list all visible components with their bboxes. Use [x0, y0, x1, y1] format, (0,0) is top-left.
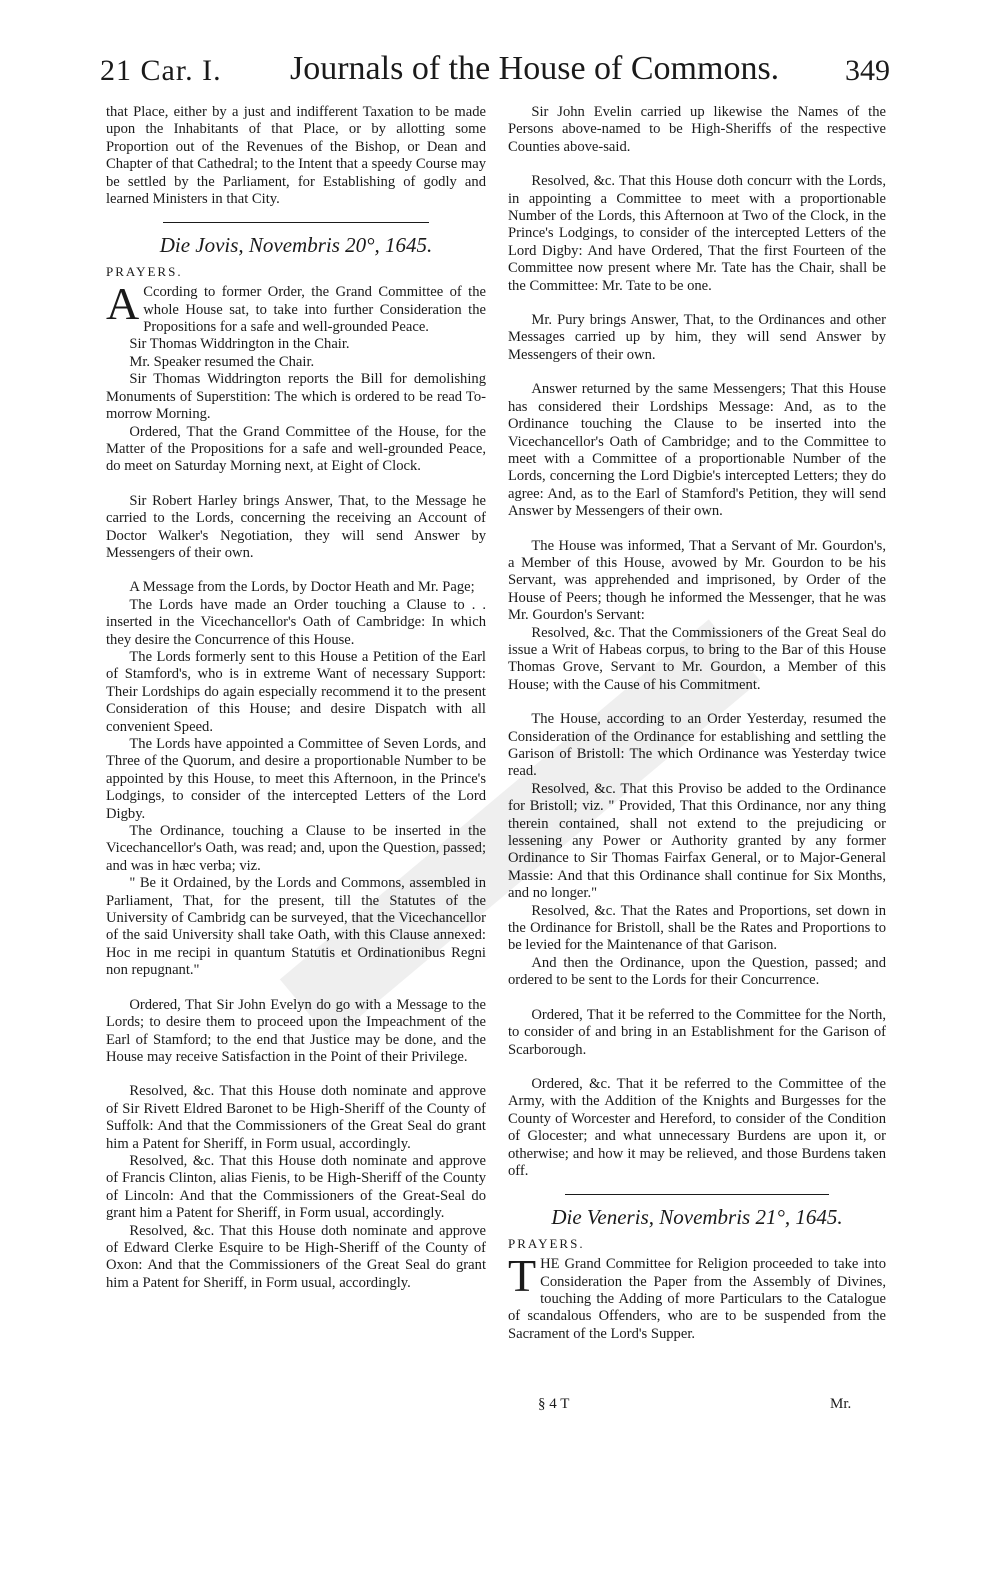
paragraph: Resolved, &c. That this House doth concurr with the Lords, in appointing a Committee to meet with a proportionable Number of the Lords, this Afternoon at Two of the Clock, in the Prince's Lodgings, to consider of the intercepted Letters of the Lord Digby: And have Ordered, That the first Fourteen of the Committee now present where Mr. Tate has the Chair, shall be the Committee: Mr. Tate to be one.	[508, 173, 886, 294]
paragraph: HE Grand Committee for Religion proceeded to take into Consideration the Paper from the Assembly of Divines, touching the Adding of more Particulars to the Catalogue of scandalous Offenders, who are to be suspended from the Sacrament of the Lord's Supper.	[508, 1256, 886, 1342]
paragraph: The House, according to an Order Yesterday, resumed the Consideration of the Ordinance for establishing and settling the Garison of Bristoll: The which Ordinance was Yesterday twice read.	[508, 711, 886, 780]
paragraph: Sir John Evelin carried up likewise the Names of the Persons above-named to be High-Sheriffs of the respective Counties above-said.	[508, 104, 886, 155]
paragraph: Sir Thomas Widdrington in the Chair.	[129, 336, 350, 353]
paragraph: Resolved, &c. That the Commissioners of the Great Seal do issue a Writ of Habeas corpus, to bring to the Bar of this House Thomas Grove, Servant to Mr. Gourdon, a Member of this House; with the Cause of his Commitment.	[508, 624, 886, 693]
paragraph: Resolved, &c. That the Rates and Proportions, set down in the Ordinance for Bristoll, shall be the Rates and Proportions to be levied for the Maintenance of that Garison.	[508, 902, 886, 954]
day-heading: Die Veneris, Novembris 21°, 1645.	[551, 1205, 843, 1230]
journal-title: Journals of the House of Commons.	[290, 50, 780, 87]
paragraph: Resolved, &c. That this House doth nominate and approve of Sir Rivett Eldred Baronet to be High-Sheriff of the County of Suffolk: And that the Commissioners of the Great Seal do grant him a Patent for Sheriff, in Form usual, accordingly.	[106, 1083, 486, 1152]
paragraph: And then the Ordinance, upon the Question, passed; and ordered to be sent to the Lords for their Concurrence.	[508, 954, 886, 989]
drop-cap: A	[106, 278, 140, 330]
opening-paragraph	[106, 278, 486, 336]
paragraph: A Message from the Lords, by Doctor Heath and Mr. Page;	[129, 579, 475, 596]
paragraph: Resolved, &c. That this House doth nominate and approve of Francis Clinton, alias Fienis, to be High-Sheriff of the County of Lincoln: And that the Commissioners of the Great-Seal do grant him a Patent for Sheriff, in Form usual, accordingly.	[106, 1152, 486, 1222]
running-header	[100, 48, 890, 104]
paragraph: Ordered, That the Grand Committee of the House, for the Matter of the Propositions for a safe and well-grounded Peace, do meet on Saturday Morning next, at Eight of Clock.	[106, 423, 486, 475]
prayers-label: PRAYERS.	[106, 263, 183, 279]
prayers-label: PRAYERS.	[508, 1235, 585, 1251]
page-number: 349	[845, 54, 890, 87]
right-column	[508, 104, 886, 1343]
paragraph: Resolved, &c. That this Proviso be added to the Ordinance for Bristoll; viz. " Provided, That this Ordinance, nor any thing therein contained, shall not extend to the prejudicing or lessening any Power or Authority granted by any former Ordinance to Sir Thomas Fairfax General, or to Major-General Massie: And that this Ordinance shall continue for Six Months, and no longer."	[508, 780, 886, 902]
regnal-year: 21 Car. I.	[100, 54, 222, 87]
paragraph: The Lords have appointed a Committee of Seven Lords, and Three of the Quorum, and desire a proportionable Number to be appointed by this House, to meet this Afternoon, in the Prince's Lodgings, to consider of the intercepted Letters of the Lord Digby.	[106, 736, 486, 822]
paragraph: Ccording to former Order, the Grand Committee of the whole House sat, to take into further Consideration the Propositions for a safe and well-grounded Peace.	[143, 284, 486, 336]
paragraph: Ordered, &c. That it be referred to the Committee of the Army, with the Addition of the Knights and Burgesses for the County of Worcester and Hereford, to consider of the Condition of Glocester; and what unnecessary Burdens are upon it, or otherwise; and how it may be relieved, and those Burdens taken off.	[508, 1075, 886, 1179]
opening-paragraph	[508, 1250, 886, 1343]
section-divider	[163, 222, 429, 223]
paragraph: The Ordinance, touching a Clause to be inserted in the Vicechancellor's Oath, was read; and, upon the Question, passed; and was in hæc verba; viz.	[106, 823, 486, 874]
drop-cap: T	[508, 1250, 537, 1302]
paragraph: Mr. Speaker resumed the Chair.	[129, 353, 315, 370]
paragraph: that Place, either by a just and indifferent Taxation to be made upon the Inhabitants of that Place, or by allotting some Proportion out of the Revenues of the Bishop, or Dean and Chapter of that Cathedral; to the Intent that a speedy Course may be settled by the Parliament, for Establishing of godly and learned Ministers in that City.	[106, 104, 486, 208]
catchword: Mr.	[830, 1396, 852, 1412]
paragraph: Mr. Pury brings Answer, That, to the Ordinances and other Messages carried up by him, they will send Answer by Messengers of their own.	[508, 312, 886, 363]
signature-mark: § 4 T	[538, 1396, 570, 1412]
paragraph: Resolved, &c. That this House doth nominate and approve of Edward Clerke Esquire to be High-Sheriff of the County of Oxon: And that the Commissioners of the Great Seal do grant him a Patent for Sheriff, in Form usual, accordingly.	[106, 1222, 486, 1291]
section-divider	[565, 1194, 830, 1195]
day-heading: Die Jovis, Novembris 20°, 1645.	[159, 233, 433, 258]
paragraph: The Lords have made an Order touching a Clause to . . inserted in the Vicechancellor's Oath of Cambridge: In which they desire the Concurrence of this House.	[106, 596, 486, 648]
paragraph: Ordered, That it be referred to the Committee for the North, to consider of and bring in an Establishment for the Garison of Scarborough.	[508, 1006, 886, 1058]
paragraph: The Lords formerly sent to this House a Petition of the Earl of Stamford's, who is in extreme Want of necessary Support: Their Lordships do again especially recommend it to the present Consideration of this House; and desire Dispatch with all convenient Speed.	[106, 648, 486, 735]
paragraph: Sir Robert Harley brings Answer, That, to the Message he carried to the Lords, concerning the receiving an Account of Doctor Walker's Negotiation, they will send Answer by Messengers of their own.	[106, 492, 486, 561]
paragraph: Answer returned by the same Messengers; That this House has considered their Lordships Message: And, as to the Ordinance touching the Clause to be inserted into the Vicechancellor's Oath of Cambridge; and to the Committee to meet with a Committee of a proportionable Number of the Lords, concerning the Lord Digbie's intercepted Letters; they do agree: And, as to the Earl of Stamford's Petition, they will send Answer by Messengers of their own.	[508, 381, 886, 520]
left-column	[106, 104, 486, 1292]
paragraph: The House was informed, That a Servant of Mr. Gourdon's, a Member of this House, avowed by Mr. Gourdon to be his Servant, was apprehended and imprisoned, by Order of the House of Peers; though he informed the Messenger, that he was Mr. Gourdon's Servant:	[508, 537, 886, 624]
paragraph: Ordered, That Sir John Evelyn do go with a Message to the Lords; to desire them to proceed upon the Impeachment of the Earl of Stamford; to the end that Justice may be done, and the House may receive Satisfaction in the Point of their Privilege.	[106, 996, 486, 1065]
paragraph: Sir Thomas Widdrington reports the Bill for demolishing Monuments of Superstition: The which is ordered to be read To-morrow Morning.	[106, 371, 486, 423]
paragraph: " Be it Ordained, by the Lords and Commons, assembled in Parliament, That, for the present, till the Statutes of the University of Cambridg can be surveyed, that the Vicechancellor of the said University shall take Oath, with this Clause annexed: Hoc in me recipi in quantum Statutis et Ordinationibus Regni non repugnant."	[106, 875, 486, 979]
